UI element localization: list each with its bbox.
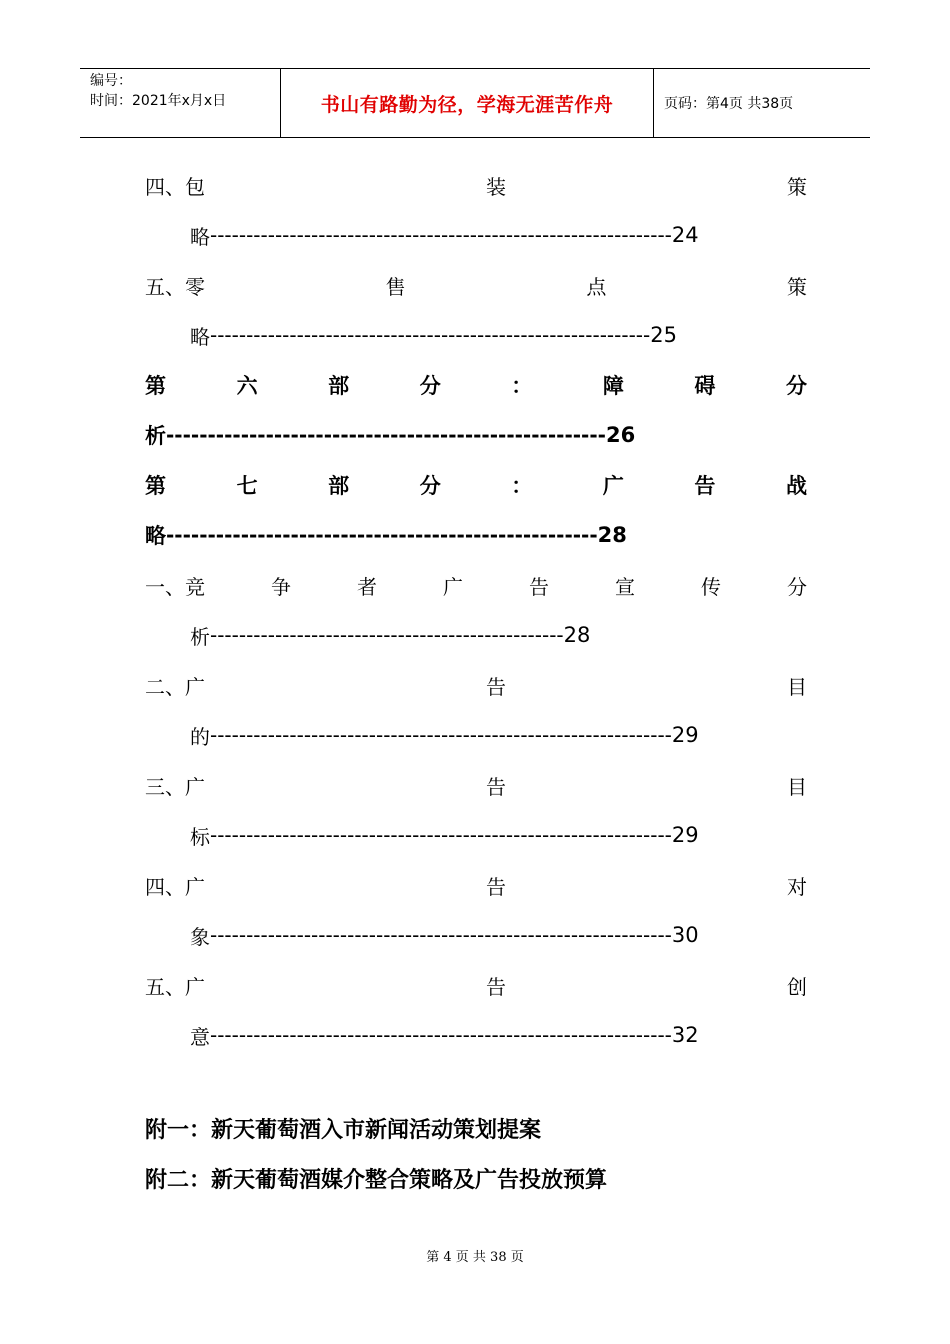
toc-title-char: 碍 — [694, 373, 716, 398]
toc-title-char: 策 — [787, 174, 807, 199]
toc-title-char: 广 — [602, 473, 624, 498]
toc-title-char: ： — [511, 473, 533, 498]
toc-title-char: 售 — [385, 274, 406, 299]
toc-page-number: 28 — [597, 523, 627, 547]
toc-dot-leader: ---------------------------------------------------------------- — [210, 823, 672, 847]
toc-entry-leader — [145, 210, 807, 260]
toc-title-char: 一、竞 — [145, 574, 205, 599]
toc-title-char: 策 — [786, 274, 807, 299]
table-of-contents — [145, 160, 807, 1060]
toc-title-char: 装 — [486, 174, 506, 199]
toc-title-char: 二、广 — [145, 674, 205, 699]
toc-title-char: 宣 — [615, 574, 635, 599]
toc-page-number: 29 — [671, 723, 699, 747]
toc-entry-leader — [145, 910, 807, 960]
header-page-info-cell — [654, 69, 870, 137]
toc-title-char: 分 — [419, 373, 441, 398]
toc-title-last-char: 析 — [190, 624, 210, 649]
toc-title-char: 广 — [443, 574, 463, 599]
toc-title-char: 争 — [271, 574, 291, 599]
header-motto-cell — [281, 69, 654, 137]
toc-entry — [145, 660, 807, 760]
toc-dot-leader: ---------------------------------------------------- — [166, 523, 598, 547]
toc-entry-leader — [145, 710, 807, 760]
toc-entry-title — [145, 460, 807, 510]
toc-title-char: 告 — [486, 974, 506, 999]
toc-title-char: 障 — [602, 373, 624, 398]
appendix-2: 附二：新天葡萄酒媒介整合策略及广告投放预算 — [145, 1167, 608, 1193]
toc-title-char: 四、包 — [145, 174, 205, 199]
toc-entry-leader — [145, 510, 807, 560]
toc-page-number: 30 — [671, 923, 699, 947]
toc-entry-leader — [145, 1010, 807, 1060]
toc-dot-leader: ---------------------------------------------------------------- — [210, 1023, 672, 1047]
toc-page-number: 28 — [563, 623, 591, 647]
toc-title-char: 告 — [486, 774, 506, 799]
toc-title-char: 传 — [701, 574, 721, 599]
toc-title-char: 告 — [694, 473, 716, 498]
toc-entry-leader — [145, 410, 807, 460]
toc-dot-leader: ---------------------------------------------------------------- — [210, 723, 672, 747]
toc-entry — [145, 860, 807, 960]
toc-title-last-char: 略 — [190, 224, 210, 249]
toc-title-char: ： — [511, 373, 533, 398]
toc-title-char: 部 — [328, 473, 350, 498]
toc-page-number: 29 — [671, 823, 699, 847]
toc-title-char: 第 — [145, 473, 166, 498]
toc-page-number: 24 — [671, 223, 699, 247]
toc-entry-leader — [145, 610, 807, 660]
toc-entry — [145, 760, 807, 860]
header-meta — [80, 69, 281, 137]
toc-entry-title — [145, 560, 807, 610]
toc-entry — [145, 360, 807, 460]
toc-page-number: 32 — [671, 1023, 699, 1047]
toc-page-number: 26 — [605, 423, 636, 447]
header-motto: 书山有路勤为径，学海无涯苦作舟 — [320, 93, 614, 116]
toc-title-char: 战 — [785, 473, 807, 498]
toc-title-last-char: 标 — [190, 824, 210, 849]
header-time: 时间：2021年x月x日 — [90, 93, 227, 109]
toc-title-char: 分 — [419, 473, 441, 498]
toc-title-char: 者 — [357, 574, 377, 599]
toc-entry-title — [145, 360, 807, 410]
appendix-1: 附一：新天葡萄酒入市新闻活动策划提案 — [145, 1117, 542, 1143]
toc-page-number: 25 — [650, 323, 677, 347]
toc-entry — [145, 160, 807, 260]
toc-entry — [145, 260, 807, 360]
toc-title-char: 目 — [787, 774, 807, 799]
toc-title-char: 告 — [529, 574, 549, 599]
page-footer: 第 4 页 共 38 页 — [426, 1250, 524, 1265]
toc-title-last-char: 意 — [190, 1024, 210, 1049]
toc-title-last-char: 略 — [145, 523, 166, 548]
page-header — [80, 68, 870, 138]
toc-title-char: 五、广 — [145, 974, 205, 999]
toc-title-char: 告 — [486, 874, 506, 899]
toc-title-last-char: 的 — [190, 724, 210, 749]
toc-title-char: 对 — [787, 874, 807, 899]
toc-title-char: 四、广 — [145, 874, 205, 899]
toc-entry-title — [145, 760, 807, 810]
toc-entry-title — [145, 960, 807, 1010]
toc-title-char: 告 — [486, 674, 506, 699]
toc-entry-leader — [145, 810, 807, 860]
toc-title-char: 五、零 — [145, 274, 205, 299]
toc-entry-title — [145, 860, 807, 910]
toc-dot-leader: ------------------------------------------------------------- — [210, 323, 651, 347]
toc-dot-leader: ---------------------------------------------------------------- — [210, 923, 672, 947]
toc-title-char: 部 — [328, 373, 350, 398]
header-page-info: 页码：第4页 共38页 — [664, 96, 794, 112]
toc-title-char: 点 — [586, 274, 607, 299]
toc-entry-title — [145, 260, 807, 310]
toc-title-char: 第 — [145, 373, 166, 398]
header-number: 编号： — [90, 73, 132, 89]
toc-title-char: 三、广 — [145, 774, 205, 799]
toc-title-char: 分 — [787, 574, 807, 599]
toc-entry-title — [145, 160, 807, 210]
toc-dot-leader: ----------------------------------------------------- — [166, 423, 606, 447]
toc-title-last-char: 象 — [190, 924, 210, 949]
toc-title-char: 创 — [787, 974, 807, 999]
toc-title-char: 分 — [785, 373, 807, 398]
toc-dot-leader: ---------------------------------------------------------------- — [210, 223, 672, 247]
toc-title-char: 七 — [236, 473, 258, 498]
toc-entry — [145, 460, 807, 560]
toc-entry — [145, 960, 807, 1060]
toc-title-last-char: 略 — [190, 324, 210, 349]
toc-entry-leader — [145, 310, 807, 360]
toc-entry — [145, 560, 807, 660]
toc-dot-leader: ------------------------------------------------- — [210, 623, 564, 647]
toc-entry-title — [145, 660, 807, 710]
toc-title-char: 六 — [236, 373, 258, 398]
toc-title-last-char: 析 — [145, 423, 166, 448]
toc-title-char: 目 — [787, 674, 807, 699]
